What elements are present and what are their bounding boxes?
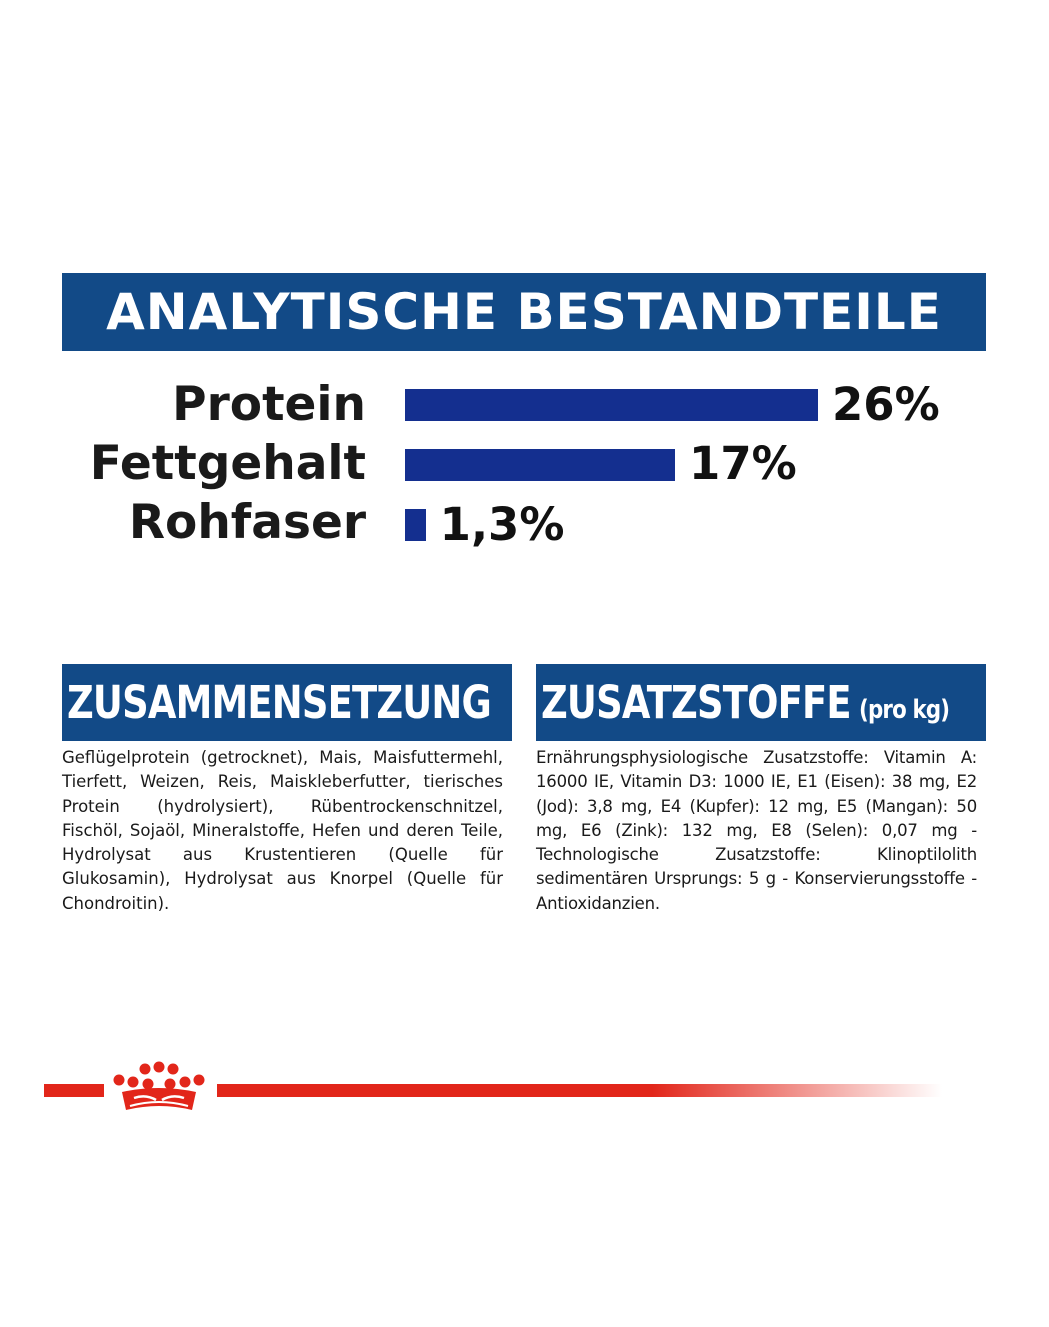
nutrient-bar-fiber (405, 509, 426, 541)
composition-title: ZUSAMMENSETZUNG (67, 676, 491, 729)
analytics-title: ANALYTISCHE BESTANDTEILE (106, 283, 942, 341)
analytics-title-banner (62, 273, 986, 351)
additives-title-banner (536, 664, 986, 741)
footer-line-left (44, 1084, 104, 1097)
composition-text: Geflügelprotein (getrocknet), Mais, Maisfuttermehl, Tierfett, Weizen, Reis, Maiskleberfutter, tierisches Protein (hydrolysiert), Rübentrockenschnitzel, Fischöl, Sojaöl, Mineralstoffe, Hefen und deren Teile, Hydrolysat aus Krustentieren (Quelle für Glukosamin), Hydrolysat aus Knorpel (Quelle für Chondroitin). (62, 748, 503, 913)
nutrient-bar-protein (405, 389, 818, 421)
crown-icon (108, 1060, 210, 1116)
nutrient-value-fat: 17% (689, 437, 797, 490)
additives-unit: (pro kg) (859, 695, 950, 725)
nutrient-value-protein: 26% (832, 378, 940, 431)
footer-line-right (217, 1084, 942, 1097)
nutrient-bar-fat (405, 449, 675, 481)
additives-text: Ernährungsphysiologische Zusatzstoffe: Vitamin A: 16000 IE, Vitamin D3: 1000 IE, E1 (Eisen): 38 mg, E2 (Jod): 3,8 mg, E4 (Kupfer): 12 mg, E5 (Mangan): 50 mg, E6 (Zink): 132 mg, E8 (Selen): 0,07 mg - Technologische Zusatzstoffe: Klinoptilolith sedimentären Ursprungs: 5 g - Konservierungsstoffe - Antioxidanzien. (536, 748, 977, 913)
nutrient-label-fat: Fettgehalt (89, 436, 366, 491)
composition-title-banner (62, 664, 512, 741)
nutrient-label-protein: Protein (172, 377, 366, 432)
nutrient-label-fiber: Rohfaser (128, 495, 366, 550)
additives-title: ZUSATZSTOFFE (541, 676, 851, 729)
nutrient-value-fiber: 1,3% (439, 498, 565, 551)
